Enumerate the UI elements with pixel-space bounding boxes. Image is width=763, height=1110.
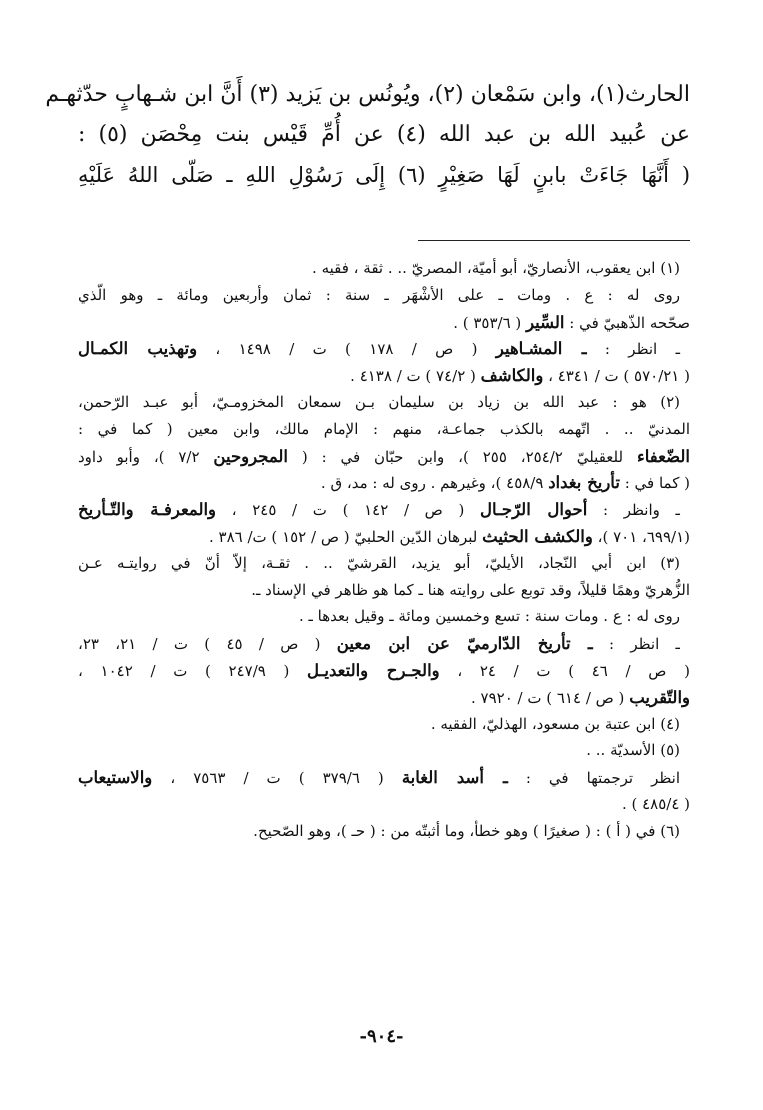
- footnote-3-line: ـ انظر : ـ تأريخ الدّارميّ عن ابن معين ( ص / ٤٥ ) ت / ٢١، ٢٣،: [78, 634, 680, 654]
- footnote-1-line: (١) ابن يعقوب، الأنصاريّ، أبو أميّة، المصريّ .. . ثقة ، فقيه .: [312, 259, 680, 277]
- page-number: -٩٠٤-: [359, 1026, 404, 1047]
- book-title: الضّعفاء: [636, 446, 690, 466]
- footnote-separator: [418, 240, 690, 241]
- footnote-1-line: روى له : ع . ومات ـ على الأشْهَر ـ سنة : ثمان وأربعين ومائة ـ وهو الّذي: [78, 285, 680, 304]
- book-title: ـ أسد الغابة: [401, 768, 508, 788]
- book-title: أحوال الرّجـال: [480, 500, 588, 520]
- footnote-6-line: (٦) في ( أ ) : ( صغيرًا ) وهو خطأ، وما أثبتّه من : ( حـ )، وهو الصّحيح.: [253, 821, 680, 840]
- book-title: والجـرح والتعديـل: [307, 660, 440, 680]
- footnote-1-line: ـ انظر : ـ المشـاهير ( ص / ١٧٨ ) ت / ١٤٩٨ ، وتهذيب الكمـال: [78, 339, 680, 359]
- book-title: والتّقريب: [629, 687, 690, 707]
- footnote-5-line: انظر ترجمتها في : ـ أسد الغابة ( ٣٧٩/٦ ) ت / ٧٥٦٣ ، والاستيعاب: [78, 768, 680, 788]
- main-text-line-2: عن عُبيد الله بن عبد الله (٤) عن أُمِّ قَيْس بنت مِحْصَن (٥) :: [78, 122, 690, 147]
- footnote-1-line: صحّحه الذّهبيّ في : السِّير ( ٣٥٣/٦ ) .: [453, 312, 690, 332]
- main-text-line-1: الحارث(١)، وابن سَمْعان (٢)، ويُونُس بن يَزيد (٣) أَنَّ ابن شـهابٍ حدّثهـم: [45, 82, 690, 107]
- book-title: ـ المشـاهير: [495, 339, 587, 359]
- book-title: وتهذيب الكمـال: [78, 339, 198, 359]
- book-title: ـ تأريخ الدّارميّ عن ابن معين: [336, 634, 593, 654]
- footnote-3-line: والتّقريب ( ص / ٦١٤ ) ت / ٧٩٢٠ .: [470, 687, 690, 707]
- footnote-4-line: (٤) ابن عتبة بن مسعود، الهذليّ، الفقيه .: [430, 714, 680, 733]
- footnote-3-line: الزُّهريّ وهمًا قليلاً، وقد توبع على روايته هنا ـ كما هو ظاهر في الإسناد ـ.: [251, 580, 690, 599]
- footnote-2-line: (٦٩٩/١، ٧٠١ )، والكشف الحثيث لبرهان الدّين الحلبيّ ( ص / ١٥٢ ) ت/ ٣٨٦ .: [209, 526, 690, 546]
- footnote-2-line: الضّعفاء للعقيليّ ٢٥٤/٢، ٢٥٥ )، وابن حبّان في : ( المجروحين ٧/٢ )، وأبو داود: [78, 446, 690, 466]
- footnote-2-line: المدنيّ .. . اتّهمه بالكذب جماعـة، منهم : الإمام مالك، وابن معين ( كما في :: [78, 419, 690, 438]
- footnote-2-line: ( كما في : تأريخ بغداد ٤٥٨/٩ )، وغيرهم . روى له : مد، ق .: [320, 473, 690, 493]
- book-title: والكشف الحثيث: [482, 526, 593, 546]
- footnote-1-line: ( ٥٧٠/٢١ ) ت / ٤٣٤١ ، والكاشف ( ٧٤/٢ ) ت / ٤١٣٨ .: [350, 366, 690, 386]
- book-title: والاستيعاب: [78, 768, 153, 788]
- footnote-3-line: روى له : ع . ومات سنة : تسع وخمسين ومائة ـ وقيل بعدها ـ .: [298, 607, 680, 626]
- book-title: والكاشف: [480, 366, 544, 386]
- footnote-5-line: (٥) الأسديّة .. .: [586, 741, 680, 760]
- book-title: المجروحين: [213, 446, 289, 466]
- book-title: السِّير: [526, 312, 565, 332]
- footnote-2-line: ـ وانظر : أحوال الرّجـال ( ص / ١٤٢ ) ت / ٢٤٥ ، والمعرفـة والتّـأريخ: [78, 500, 680, 520]
- book-title: والمعرفـة والتّـأريخ: [78, 500, 217, 520]
- book-title: تأريخ بغداد: [548, 473, 620, 493]
- page-body: [45, 80, 691, 840]
- footnote-5-line: ( ٤٨٥/٤ ) .: [621, 794, 690, 813]
- footnote-3-line: ( ص / ٤٦ ) ت / ٢٤ ، والجـرح والتعديـل ( ٢٤٧/٩ ) ت / ١٠٤٢ ،: [78, 660, 690, 680]
- footnote-2-line: (٢) هو : عبد الله بن زياد بن سليمان بـن سمعان المخزومـيّ، أبو عبـد الرّحمن،: [78, 392, 680, 411]
- footnotes: [78, 258, 690, 848]
- hadith-text-line: ( أَنَّهَا جَاءَتْ بابنٍ لَهَا صَغِيْرٍ (٦) إِلَى رَسُوْلِ اللهِ ـ صَلّى اللهُ عَلَيْهِ: [78, 163, 691, 187]
- footnote-3-line: (٣) ابن أبي النّجاد، الأيليّ، أبو يزيد، القرشيّ .. . ثقـة، إلاّ أنّ في روايتـه عـن: [78, 553, 680, 572]
